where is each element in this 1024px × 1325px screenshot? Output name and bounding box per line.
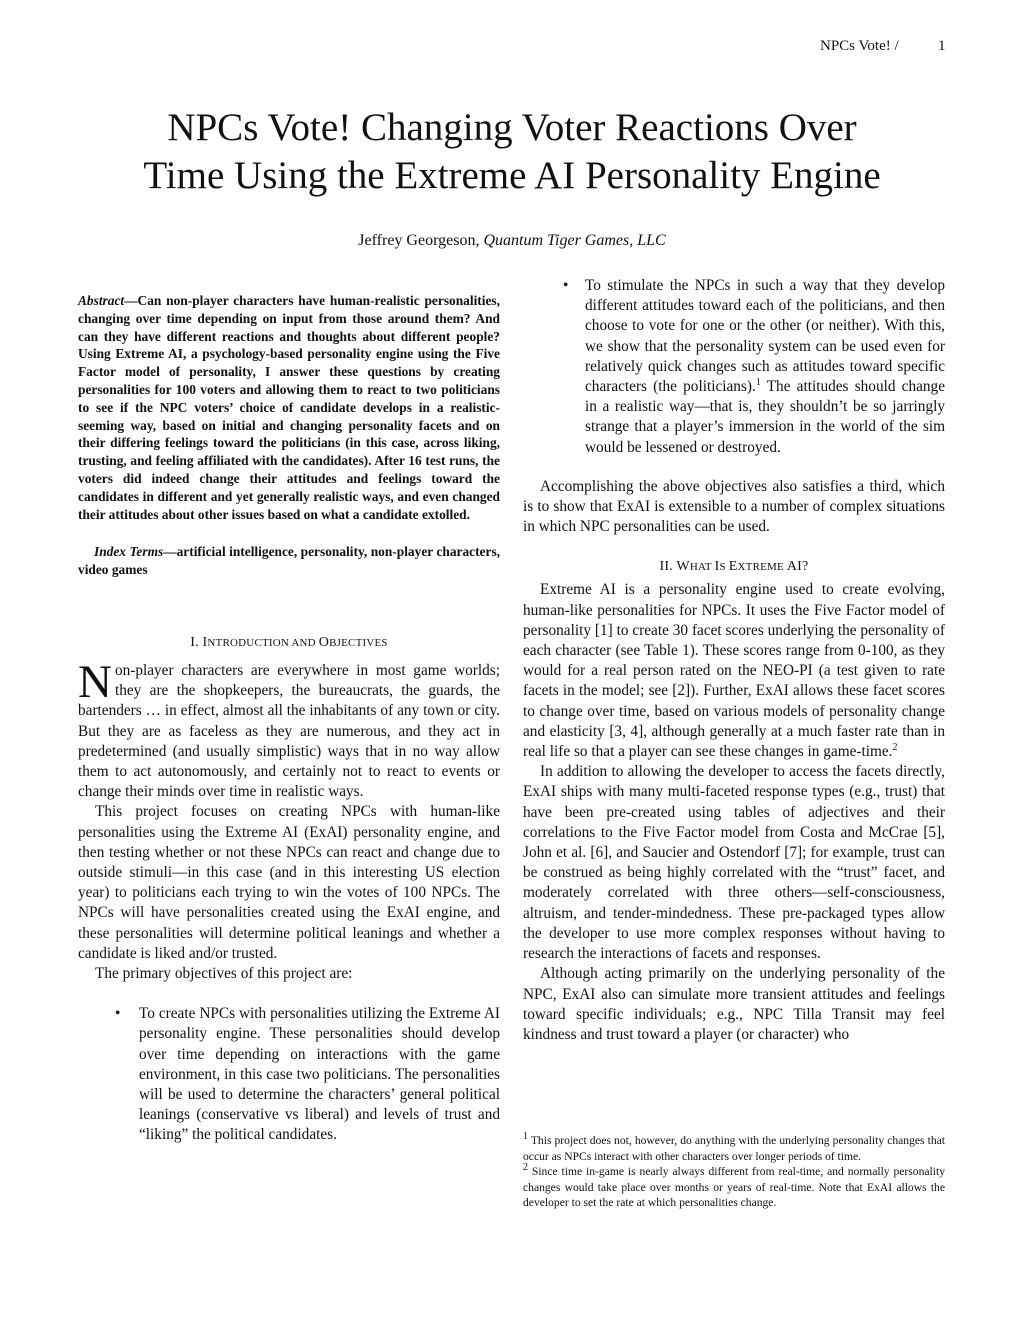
page-number: 1 — [938, 38, 946, 54]
running-header — [820, 36, 960, 56]
bullet-icon: • — [115, 1005, 121, 1023]
abstract — [78, 292, 500, 523]
section2-paragraph-3: Although acting primarily on the underlying personality of the NPC, ExAI also can simulate more transient attitudes and feelings toward specific individuals; e.g., NPC Tilla Transit may feel kindness and trust toward a player (or character) who — [523, 965, 945, 1043]
footnote-ref-1[interactable]: 1 — [755, 376, 761, 388]
index-terms-label: Index Terms — [94, 544, 164, 560]
footnotes — [523, 1133, 945, 1211]
objectives-list-continued — [523, 276, 945, 458]
section2-paragraph-1: Extreme AI is a personality engine used to create evolving, human-like personalities for NPCs. It uses the Five Factor model of personality [1] to create 30 facet scores underlying the personality of each character (see Table 1). These scores range from 0-100, as they would for a real person rated on the NEO-PI (a test given to rate facets in the model; see [2]). Further, ExAI allows these facet scores to change over time, based on various models of personality change and elasticity [3, 4], although generally at a much faster rate than in real life so that a player can see these changes in game-time.$^2$ — [523, 581, 945, 761]
right-column — [523, 276, 945, 1045]
title-line-1: NPCs Vote! Changing Voter Reactions Over — [167, 106, 857, 149]
paper-title — [90, 104, 934, 200]
footnote-2: $^2$ Since time in-game is nearly always different from real-time, and normally personality changes would take place over months or years of real-time. Note that ExAI allows the developer to set the rate at which personalities change. — [523, 1162, 945, 1209]
footnote-1: $^1$ This project does not, however, do anything with the underlying personality changes that occur as NPCs interact with other characters over longer periods of time. — [523, 1131, 945, 1163]
list-item: • To stimulate the NPCs in such a way that they develop different attitudes toward each of the politicians, and then choose to vote for one or the other (or neither). With this, we show that the personality system can be used even for relatively quick changes such as attitudes toward specific characters (the politicians).$^1$ The attitudes should change in a realistic way—that is, they shouldn’t be so jarringly strange that a player’s immersion in the world of the sim would be lessened or destroyed. — [563, 277, 945, 456]
footnote-ref-2[interactable]: 2 — [892, 741, 898, 753]
abstract-label: Abstract — [78, 293, 125, 308]
section-heading-introduction: I. INTRODUCTION AND OBJECTIVES — [190, 634, 388, 650]
intro-paragraph-2: This project focuses on creating NPCs with human-like personalities using the Extreme AI (ExAI) personality engine, and then testing whether or not these NPCs can react and change due to outside stimuli—in this case (and in this interesting US election year) to politicians each trying to win the votes of 100 NPCs. The NPCs will have personalities created using the ExAI engine, and these personalities will determine political leanings and whether a candidate is liked and/or trusted. — [78, 803, 500, 962]
index-terms — [78, 543, 500, 579]
title-line-2: Time Using the Extreme AI Personality Engine — [143, 154, 881, 197]
objectives-list — [78, 1004, 500, 1145]
section-heading-what-is-extreme-ai: II. WHAT IS EXTREME AI? — [659, 559, 809, 575]
author-line — [90, 230, 934, 252]
index-terms-text: artificial intelligence, personality, non-player characters, video games — [78, 544, 500, 578]
author-affiliation: Quantum Tiger Games, LLC — [483, 232, 666, 249]
intro-paragraph-1: Non-player characters are everywhere in most game worlds; they are the shopkeepers, the bureaucrats, the guards, the bartenders … in effect, almost all the inhabitants of any town or city. But they are as faceless as they are numerous, and they act in predetermined (and usually simplistic) ways that in no way allow them to act autonomously, and certainly not to react to events or change their minds over time in realistic ways. — [78, 655, 500, 801]
abstract-text: Can non-player characters have human-realistic personalities, changing over time depending on input from those around them? And can they have different reactions and thoughts about different people? Using Extreme AI, a psychology-based personality engine using the Five Factor model of personality, I answer these questions by creating personalities for 100 voters and allowing them to react to two politicians to see if the NPC voters’ choice of candidate develops in a realistic-seeming way, based on initial and changing personality facets and on their differing feelings toward the politicians (in this case, across liking, trusting, and feeling affiliated with the candidates). After 16 test runs, the voters did indeed change their attitudes and feelings toward the candidates in different and yet generally realistic ways, and even changed their attitudes about other issues based on what a candidate extolled. — [78, 293, 500, 522]
section1-numeral: I. — [190, 634, 199, 650]
bullet-icon: • — [563, 277, 569, 294]
list-item: • To create NPCs with personalities utilizing the Extreme AI personality engine. These personalities should develop over time depending on interactions with the game environment, in this case two politicians. The personalities will be used to determine the characters’ general political leanings (conservative vs liberal) and levels of trust and “liking” the political candidates. — [115, 1005, 500, 1144]
index-terms-dash: — — [163, 544, 177, 560]
author-name: Jeffrey Georgeson, — [358, 232, 480, 249]
running-title: NPCs Vote! / — [820, 38, 899, 54]
accomplish-paragraph: Accomplishing the above objectives also satisfies a third, which is to show that ExAI is extensible to a number of complex situations in which NPC personalities can be used. — [523, 477, 945, 536]
abstract-dash: — — [124, 293, 138, 308]
intro-paragraph-3: The primary objectives of this project are: — [95, 965, 353, 982]
left-column — [78, 292, 500, 1146]
drop-cap: N — [78, 655, 112, 708]
section2-paragraph-2: In addition to allowing the developer to access the facets directly, ExAI ships with many multi-faceted response types (e.g., trust) that have been pre-created using tables of adjectives and their correlations to the Five Factor model from Costa and McCrae [5], John et al. [6], and Saucier and Ostendorf [7]; for example, trust can be construed as being highly correlated with the “trust” facet, and moderately correlated with three others—self-consciousness, altruism, and tender-mindedness. These pre-packaged types allow the developer to use more complex responses without having to research the interactions of facets and responses. — [523, 763, 945, 963]
